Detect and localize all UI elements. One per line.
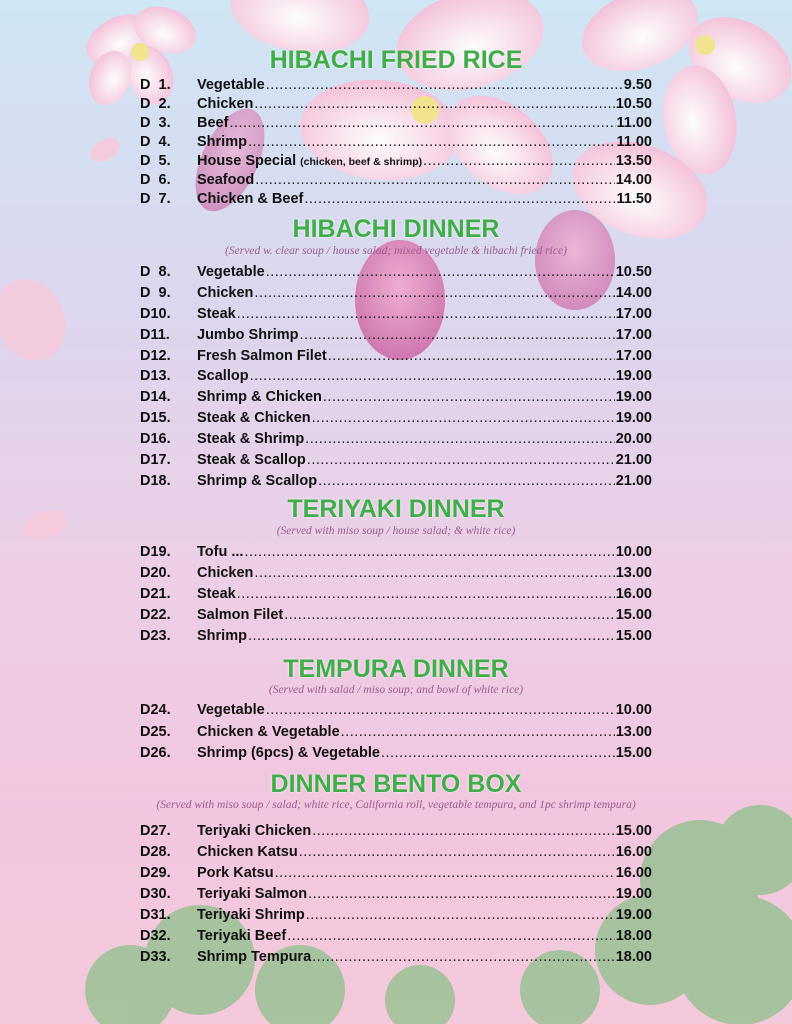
item-name <box>197 152 422 172</box>
item-name: Steak & Chicken <box>197 410 311 427</box>
menu-item <box>140 605 652 626</box>
item-code: D18. <box>140 472 171 489</box>
menu-item <box>140 626 652 647</box>
dot-leader <box>248 133 616 152</box>
item-code: D 3. <box>140 115 171 131</box>
dot-leader <box>284 605 614 626</box>
item-name: Shrimp <box>197 134 247 150</box>
menu-item <box>140 76 652 95</box>
dot-leader <box>312 947 615 968</box>
section-title: TERIYAKI DINNER <box>287 495 505 523</box>
menu-item-list <box>140 821 652 968</box>
menu-item <box>140 743 652 765</box>
menu-item <box>140 584 652 605</box>
item-price: 17.00 <box>615 347 652 364</box>
item-price: 19.00 <box>615 389 652 406</box>
item-price: 11.00 <box>616 115 652 131</box>
item-price: 13.00 <box>615 723 652 740</box>
item-code: D19. <box>140 544 171 560</box>
menu-item <box>140 821 652 842</box>
item-code: D21. <box>140 586 171 602</box>
dot-leader <box>255 171 615 190</box>
item-code: D23. <box>140 628 171 644</box>
item-code: D 5. <box>140 153 171 169</box>
item-name: Scallop <box>197 368 249 385</box>
item-code: D 4. <box>140 134 171 150</box>
item-name: Salmon Filet <box>197 607 284 623</box>
item-price: 19.00 <box>615 368 652 385</box>
menu-item <box>140 926 652 947</box>
item-price: 15.00 <box>615 823 652 839</box>
item-name: Vegetable <box>197 702 265 718</box>
section-title: HIBACHI FRIED RICE <box>269 46 523 74</box>
item-price: 9.50 <box>623 77 652 93</box>
item-code: D32. <box>140 928 171 944</box>
item-name: Chicken <box>197 284 254 301</box>
item-code: D13. <box>140 368 171 385</box>
dot-leader <box>306 905 615 926</box>
item-code: D27. <box>140 823 171 839</box>
dot-leader <box>308 884 615 905</box>
item-name: Jumbo Shrimp <box>197 326 299 343</box>
menu-item <box>140 947 652 968</box>
menu-item <box>140 304 652 325</box>
item-name: Fresh Salmon Filet <box>197 347 327 364</box>
item-code: D 8. <box>140 264 171 280</box>
item-code: D26. <box>140 745 171 761</box>
item-price: 16.00 <box>615 844 652 860</box>
menu-item <box>140 262 652 283</box>
item-name: Shrimp (6pcs) & Vegetable <box>197 745 380 761</box>
item-name: Steak <box>197 586 236 602</box>
dot-leader <box>305 429 615 450</box>
item-name: Teriyaki Salmon <box>197 886 308 902</box>
item-price: 14.00 <box>615 172 652 188</box>
dot-leader <box>266 700 615 722</box>
item-name: Shrimp Tempura <box>197 949 312 965</box>
dot-leader <box>244 542 614 563</box>
dot-leader <box>287 926 615 947</box>
item-name: Chicken <box>197 96 254 112</box>
menu-item <box>140 884 652 905</box>
item-price: 19.00 <box>615 907 652 923</box>
menu-item <box>140 542 652 563</box>
menu-item-list <box>140 700 652 765</box>
item-price: 20.00 <box>615 431 652 448</box>
item-price: 16.00 <box>615 586 652 602</box>
item-name: Beef <box>197 115 229 131</box>
item-name: Seafood <box>197 172 255 188</box>
item-price: 21.00 <box>615 472 652 489</box>
item-code: D10. <box>140 305 171 322</box>
item-name: Steak & Shrimp <box>197 431 305 448</box>
item-price: 17.00 <box>615 326 652 343</box>
item-price: 11.00 <box>616 134 652 150</box>
dot-leader <box>312 821 615 842</box>
item-name: Tofu ... <box>197 544 244 560</box>
item-name: Steak <box>197 305 236 322</box>
item-code: D17. <box>140 452 171 469</box>
dot-leader <box>248 626 615 647</box>
menu-item <box>140 95 652 114</box>
dot-leader <box>275 863 615 884</box>
item-price: 10.00 <box>615 544 652 560</box>
menu-item-list <box>140 76 652 209</box>
dot-leader <box>300 325 615 346</box>
dot-leader <box>299 842 615 863</box>
menu-item <box>140 450 652 471</box>
section-subtitle: (Served with miso soup / salad; white rice, California roll, vegetable tempura, and 1pc shrimp tempura) <box>156 799 636 811</box>
section-title: HIBACHI DINNER <box>292 215 500 243</box>
item-name: Teriyaki Shrimp <box>197 907 305 923</box>
menu-item-list <box>140 262 652 492</box>
menu-item <box>140 133 652 152</box>
menu-item <box>140 114 652 133</box>
item-price: 17.00 <box>615 305 652 322</box>
item-code: D22. <box>140 607 171 623</box>
item-price: 21.00 <box>615 452 652 469</box>
menu-item-list <box>140 542 652 647</box>
menu-item <box>140 325 652 346</box>
section-subtitle: (Served with miso soup / house salad; & white rice) <box>276 525 516 537</box>
item-code: D30. <box>140 886 171 902</box>
item-price: 19.00 <box>615 410 652 427</box>
item-name: Vegetable <box>197 77 265 93</box>
section-title: DINNER BENTO BOX <box>270 770 522 798</box>
menu-item <box>140 387 652 408</box>
menu-item <box>140 863 652 884</box>
item-price: 15.00 <box>615 607 652 623</box>
menu-item <box>140 366 652 387</box>
dot-leader <box>254 95 614 114</box>
item-code: D 2. <box>140 96 171 112</box>
item-name-text: House Special <box>197 153 297 169</box>
menu-item <box>140 842 652 863</box>
dot-leader <box>250 366 615 387</box>
dot-leader <box>254 283 614 304</box>
dot-leader <box>229 114 615 133</box>
item-price: 16.00 <box>615 865 652 881</box>
item-code: D11. <box>140 326 170 343</box>
item-price: 11.50 <box>616 191 652 207</box>
item-code: D16. <box>140 431 171 448</box>
menu-item <box>140 283 652 304</box>
item-price: 18.00 <box>615 949 652 965</box>
item-price: 15.00 <box>615 628 652 644</box>
menu-item <box>140 429 652 450</box>
item-name: Shrimp & Chicken <box>197 389 322 406</box>
item-code: D25. <box>140 723 171 740</box>
item-name: Shrimp <box>197 628 247 644</box>
menu-item <box>140 563 652 584</box>
dot-leader <box>312 408 615 429</box>
item-name: Teriyaki Chicken <box>197 823 312 839</box>
dot-leader <box>381 743 615 765</box>
dot-leader <box>307 450 615 471</box>
menu-item <box>140 152 652 171</box>
item-name: Chicken & Beef <box>197 191 304 207</box>
item-price: 15.00 <box>615 745 652 761</box>
item-name: Vegetable <box>197 264 265 280</box>
item-code: D12. <box>140 347 171 364</box>
item-code: D 6. <box>140 172 171 188</box>
dot-leader <box>237 584 615 605</box>
item-price: 13.50 <box>615 153 652 169</box>
item-code: D24. <box>140 702 171 718</box>
section-title: TEMPURA DINNER <box>283 655 509 683</box>
item-code: D14. <box>140 389 171 406</box>
menu-item <box>140 722 652 744</box>
item-code: D 1. <box>140 77 171 93</box>
dot-leader <box>323 387 615 408</box>
item-name: Teriyaki Beef <box>197 928 287 944</box>
dot-leader <box>423 152 615 171</box>
item-price: 14.00 <box>615 284 652 301</box>
dot-leader <box>341 722 615 744</box>
item-price: 10.50 <box>615 264 652 280</box>
item-code: D15. <box>140 410 171 427</box>
dot-leader <box>328 346 615 367</box>
item-code: D 9. <box>140 284 171 301</box>
item-code: D20. <box>140 565 171 581</box>
menu-item <box>140 471 652 492</box>
item-note: (chicken, beef & shrimp) <box>300 156 423 168</box>
section-subtitle: (Served w. clear soup / house salad; mixed vegetable & hibachi fried rice) <box>225 245 567 257</box>
dot-leader <box>266 262 615 283</box>
item-price: 18.00 <box>615 928 652 944</box>
menu-item <box>140 190 652 209</box>
item-name: Chicken & Vegetable <box>197 723 340 740</box>
menu-item <box>140 700 652 722</box>
menu-item <box>140 408 652 429</box>
item-code: D 7. <box>140 191 171 207</box>
item-code: D29. <box>140 865 171 881</box>
dot-leader <box>318 471 615 492</box>
dot-leader <box>304 190 615 209</box>
menu-item <box>140 346 652 367</box>
item-name: Pork Katsu <box>197 865 274 881</box>
menu-item <box>140 905 652 926</box>
item-name: Steak & Scallop <box>197 452 306 469</box>
item-price: 13.00 <box>615 565 652 581</box>
item-code: D28. <box>140 844 171 860</box>
item-name: Shrimp & Scallop <box>197 472 318 489</box>
dot-leader <box>237 304 615 325</box>
item-name: Chicken <box>197 565 254 581</box>
dot-leader <box>266 76 623 95</box>
item-code: D33. <box>140 949 171 965</box>
item-name: Chicken Katsu <box>197 844 298 860</box>
menu-item <box>140 171 652 190</box>
item-code: D31. <box>140 907 171 923</box>
item-price: 19.00 <box>615 886 652 902</box>
section-subtitle: (Served with salad / miso soup; and bowl of white rice) <box>268 684 524 696</box>
item-price: 10.50 <box>615 96 652 112</box>
dot-leader <box>254 563 614 584</box>
item-price: 10.00 <box>615 702 652 718</box>
